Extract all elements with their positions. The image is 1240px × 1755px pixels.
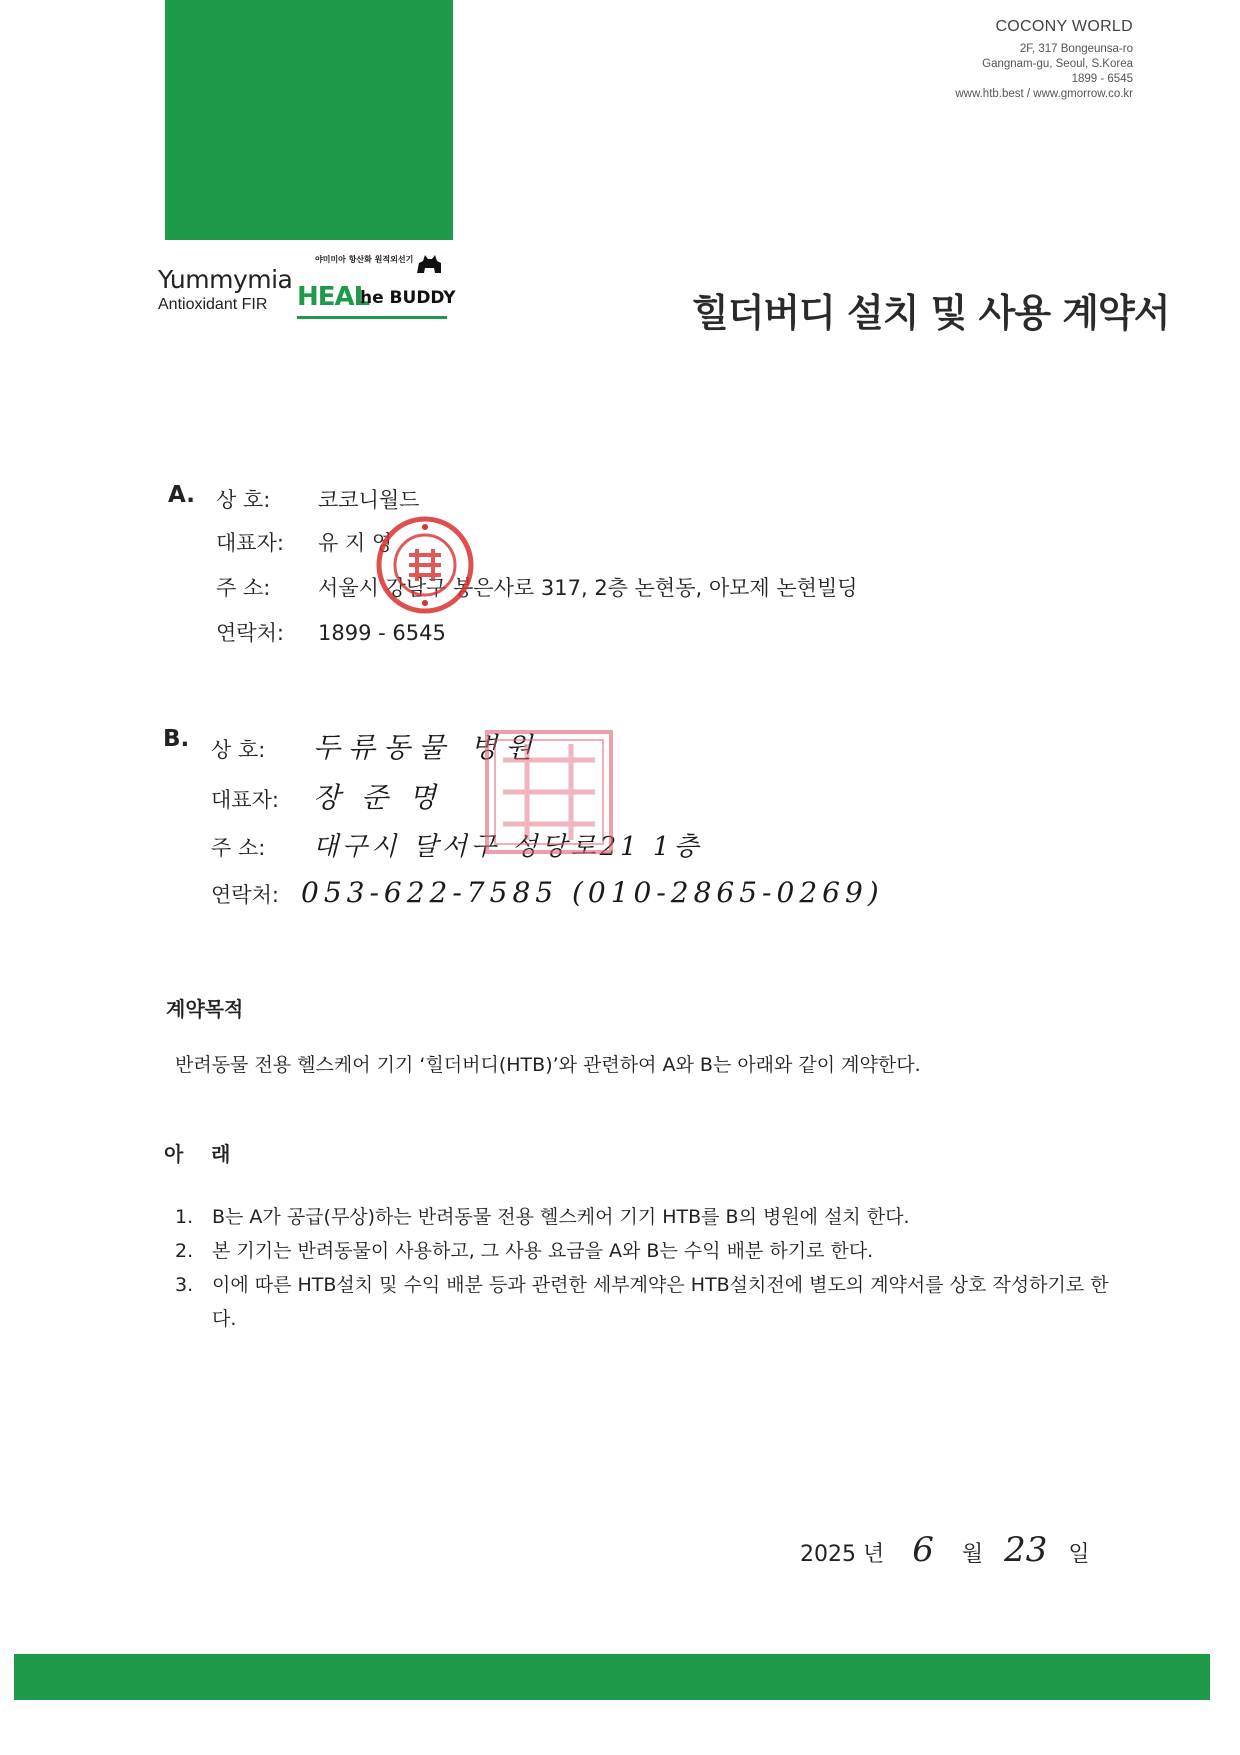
party-b-name-label: 상 호: <box>211 738 266 762</box>
date-month-unit: 월 <box>961 1542 984 1567</box>
document-title: 힐더버디 설치 및 사용 계약서 <box>692 291 1170 335</box>
party-b-rep-row <box>211 776 442 816</box>
party-b-contact-row <box>211 876 884 909</box>
party-a-name-label: 상 호: <box>216 488 271 512</box>
party-a-name: 코코니월드 <box>318 488 420 512</box>
party-b-name: 두류동물 병원 <box>313 731 541 764</box>
company-info <box>955 18 1133 102</box>
terms-list <box>175 1200 1115 1336</box>
heal-the-buddy-logo <box>297 250 456 322</box>
list-item-number: 3. <box>175 1274 194 1296</box>
party-b-addr: 대구시 달서구 성당로21 1층 <box>313 832 703 862</box>
date-year: 2025 <box>800 1542 856 1567</box>
list-item-text: B는 A가 공급(무상)하는 반려동물 전용 헬스케어 기기 HTB를 B의 병원에 설치 한다. <box>212 1206 910 1228</box>
date-year-unit: 년 <box>863 1542 885 1567</box>
date-month: 6 <box>912 1530 934 1570</box>
yummymia-name: Yummymia <box>158 265 293 294</box>
party-a-contact-label: 연락처: <box>216 621 284 645</box>
header-green-block <box>165 0 453 240</box>
party-a <box>168 482 968 652</box>
company-name: COCONY WORLD <box>995 18 1133 35</box>
party-a-addr-label: 주 소: <box>216 576 271 600</box>
company-address-1: 2F, 317 Bongeunsa-ro <box>1019 43 1133 55</box>
company-websites: www.htb.best / www.gmorrow.co.kr <box>955 88 1133 100</box>
party-b-rep: 장 준 명 <box>313 781 442 814</box>
party-a-contact: 1899 - 6545 <box>318 621 446 645</box>
party-a-addr: 서울시 강남구 봉은사로 317, 2층 논현동, 아모제 논현빌딩 <box>318 576 858 600</box>
heal-text: HEAL <box>297 282 370 312</box>
date-day: 23 <box>1004 1530 1048 1570</box>
party-a-rep-label: 대표자: <box>216 531 284 555</box>
yummymia-logo <box>158 265 293 314</box>
purpose-heading: 계약목적 <box>166 997 244 1021</box>
party-a-mark: A. <box>168 482 195 508</box>
list-item <box>175 1200 1115 1234</box>
yummymia-sub: Antioxidant FIR <box>158 296 268 313</box>
contract-date <box>800 1530 1090 1570</box>
party-a-addr-row <box>216 572 858 602</box>
party-a-rep: 유 지 영 <box>318 531 393 555</box>
purpose-text: 반려동물 전용 헬스케어 기기 ‘힐더버디(HTB)’와 관련하여 A와 B는 아래와 같이 계약한다. <box>175 1054 921 1076</box>
party-b-addr-label: 주 소: <box>211 836 266 860</box>
party-a-name-row <box>216 484 419 514</box>
party-b-seal-stamp <box>483 728 615 856</box>
party-b-contact: 053-622-7585 (010-2865-0269) <box>301 876 884 909</box>
list-item <box>175 1268 1115 1336</box>
party-a-contact-row <box>216 617 446 647</box>
list-item-text: 본 기기는 반려동물이 사용하고, 그 사용 요금을 A와 B는 수익 배분 하기로 한다. <box>212 1240 874 1262</box>
dog-icon <box>415 253 443 275</box>
below-heading: 아 래 <box>164 1142 231 1166</box>
date-day-unit: 일 <box>1068 1542 1090 1567</box>
list-item-text: 이에 따른 HTB설치 및 수익 배분 등과 관련한 세부계약은 HTB설치전에 별도의 계약서를 상호 작성하기로 한다. <box>212 1274 1109 1330</box>
footer-green-bar <box>14 1654 1210 1700</box>
buddy-text: he BUDDY <box>360 288 456 308</box>
party-b-rep-label: 대표자: <box>211 788 279 812</box>
heal-tagline: 야미미아 항산화 원적외선기 <box>315 255 414 264</box>
logo-underline <box>297 316 447 319</box>
party-a-seal-stamp <box>375 515 475 615</box>
company-address-2: Gangnam-gu, Seoul, S.Korea <box>982 58 1133 70</box>
list-item-number: 1. <box>175 1206 194 1228</box>
list-item <box>175 1234 1115 1268</box>
party-a-rep-row <box>216 527 392 557</box>
party-b-contact-label: 연락처: <box>211 883 279 907</box>
party-b-mark: B. <box>163 726 190 752</box>
company-phone: 1899 - 6545 <box>1071 73 1133 85</box>
list-item-number: 2. <box>175 1240 194 1262</box>
party-b-addr-row <box>211 826 703 863</box>
